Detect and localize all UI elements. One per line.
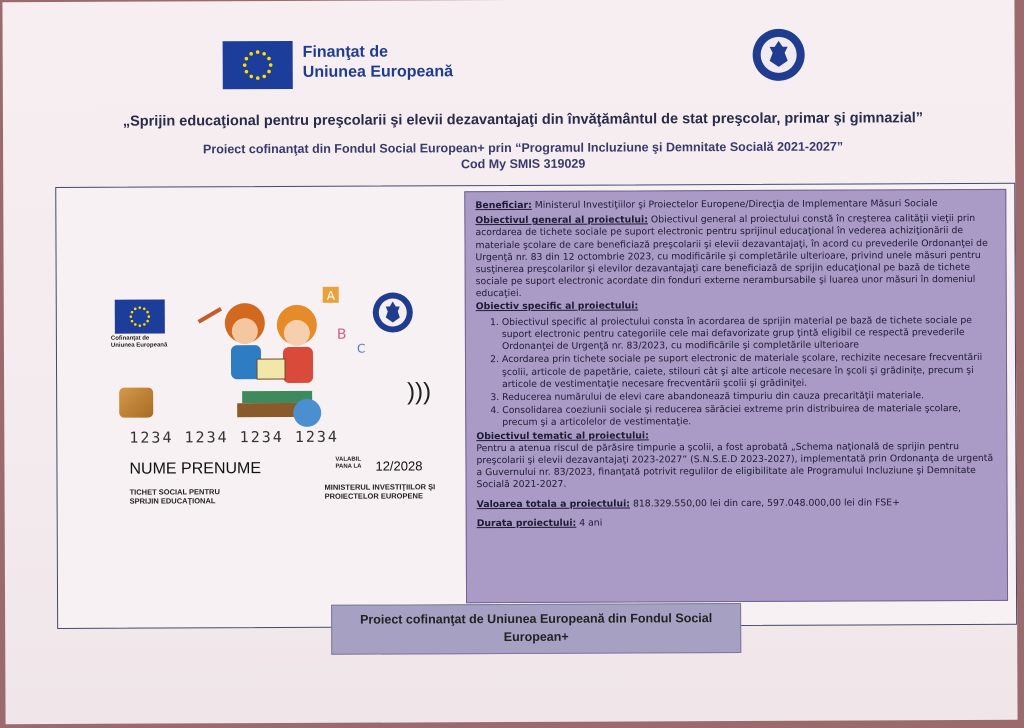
card-eu-label — [111, 335, 167, 349]
list-item: 2. Acordarea prin tichete sociale pe suport electronic de materiale şcolare, rechizite necesare frecventării şcolii, articole de papetărie, caiete, stilouri cât şi alte articole necesare în şcoli şi grădinițe, precum şi articole de vestimentaţie necesare frecventării şcolii şi grădiniţei. — [502, 352, 996, 391]
valid-until-date: 12/2028 — [375, 458, 423, 474]
eu-funded-line1: Finanţat de — [302, 43, 389, 61]
svg-text:C: C — [356, 341, 366, 356]
specific-objective-label: Obiectiv specific al proiectului: — [475, 300, 639, 312]
eu-funded-label — [303, 42, 453, 83]
card-type-line2: SPRIJIN EDUCAŢIONAL — [129, 496, 216, 506]
svg-text:A: A — [326, 288, 335, 303]
project-duration-paragraph — [477, 516, 997, 530]
chip-icon — [119, 388, 153, 418]
project-duration-text: 4 ani — [576, 517, 603, 529]
card-eu-flag-icon — [115, 300, 165, 334]
card-holder-name: NUME PRENUME — [129, 460, 262, 478]
project-duration-label: Durata proiectului: — [476, 517, 577, 530]
footer-line2: European+ — [503, 629, 569, 645]
subtitle-program: Proiect cofinanţat din Fondul Social European+ prin “Programul Incluziune şi Demnitate Socială 2021-2027” — [202, 139, 844, 157]
card-issuer — [325, 482, 436, 500]
beneficiar-paragraph — [475, 198, 995, 212]
children-reading-illustration — [187, 283, 373, 434]
general-objective-paragraph — [475, 213, 995, 301]
general-objective-text: Obiectivul general al proiectului constă în creşterea calităţii vieţii prin acordarea de tichete sociale pe suport electronic pentru sprijinul educaţional în vederea achiziţionării de materiale şcolare de care beneficiază preşcolarii şi elevii dezavantajaţi, în acord cu prevederile Ordonanţei de Urgenţă nr. 83 din 12 octombrie 2023, cu modificările şi completările ulterioare, privind unele măsuri pentru susţinerea preşcolarilor şi elevilor dezavantajaţi care beneficiază de sprijin educaţional pe bază de tichete sociale pe suport electronic acordate din fonduri externe nerambursabile şi luarea unor măsuri în domeniul educaţiei. — [475, 213, 988, 300]
project-info-panel — [464, 189, 1008, 603]
general-objective-label: Obiectivul general al proiectului: — [475, 214, 648, 227]
project-value-text: 818.329.550,00 lei din care, 597.048.000,00 lei din FSE+ — [629, 496, 900, 510]
contactless-icon: ))) — [407, 378, 432, 406]
card-type-line1: TICHET SOCIAL PENTRU — [129, 487, 220, 497]
eu-funded-line2: Uniunea Europeană — [302, 63, 454, 81]
list-item: 3. Reducerea numărului de elevi care abandonează timpuriu din cauza precarităţii materiale. — [502, 390, 996, 404]
specific-objective-list — [476, 315, 996, 430]
card-issuer-line2: PROIECTELOR EUROPENE — [324, 491, 423, 501]
valid-label-line1: VALABIL — [335, 456, 362, 463]
social-ticket-card — [56, 186, 458, 628]
eu-flag-icon — [223, 41, 293, 89]
project-value-paragraph — [477, 497, 997, 511]
svg-text:B: B — [336, 326, 347, 343]
thematic-objective-label: Obiectivul tematic al proiectului: — [476, 430, 649, 442]
card-eu-label-line2: Uniunea Europeană — [110, 342, 168, 349]
document-sheet — [2, 0, 1017, 724]
list-item: 4. Consolidarea coeziunii sociale şi reducerea sărăciei extreme prin distribuirea de materiale şcolare, precum şi a articolelor de vestimentaţie. — [502, 403, 996, 430]
footer-line1: Proiect cofinanţat de Uniunea Europeană din Fondul Social — [360, 611, 713, 627]
main-content-box — [55, 183, 1017, 629]
list-item: 1. Obiectivul specific al proiectului consta în acordarea de sprijin material pe bază de tichete sociale pe suport electronic pentru categoriile cele mai defavorizate grup ţintă eligibil ce respectă prevederile Ordonanţei de Urgenţă nr. 83/2023, cu modificările şi completările ulterioare — [502, 315, 996, 354]
card-type — [130, 487, 220, 505]
card-number: 1234 1234 1234 1234 — [129, 427, 339, 447]
card-issuer-line1: MINISTERUL INVESTIŢIILOR ŞI — [324, 482, 436, 492]
thematic-objective-text: Pentru a atenua riscul de părăsire timpurie a şcolii, a fost aprobată „Schema naţională de sprijin pentru preşcolarii şi elevii dezavantajaţi 2023-2027” (S.N.S.E.D 2023-2027), implementată prin Ordonanţa de urgentă a Guvernului nr. 83/2023, finanţată potrivit regulilor de eligibilitate ale Programului Incluziune şi Demnitate Socială 2021-2027. — [476, 440, 994, 491]
project-value-label: Valoarea totala a proiectului: — [476, 498, 631, 510]
valid-until-label — [335, 457, 361, 471]
romanian-government-crest-icon — [751, 27, 807, 83]
card-eu-label-line1: Cofinanţat de — [110, 335, 150, 342]
page-title: „Sprijin educaţional pentru preşcolarii şi elevii dezavantajaţi din învăţământul de stat preşcolar, primar şi gimnazial” — [122, 110, 924, 130]
page-subtitle — [63, 138, 983, 174]
cofinancing-footer-banner — [331, 603, 741, 655]
card-government-crest-icon — [371, 290, 415, 334]
beneficiar-label: Beneficiar: — [475, 199, 532, 212]
subtitle-smis-code: Cod My SMIS 319029 — [460, 156, 586, 172]
beneficiar-text: Ministerul Investiţiilor şi Proiectelor Europene/Direcţia de Implementare Măsuri Sociale — [531, 198, 938, 211]
valid-label-line2: PANA LA — [335, 463, 362, 470]
